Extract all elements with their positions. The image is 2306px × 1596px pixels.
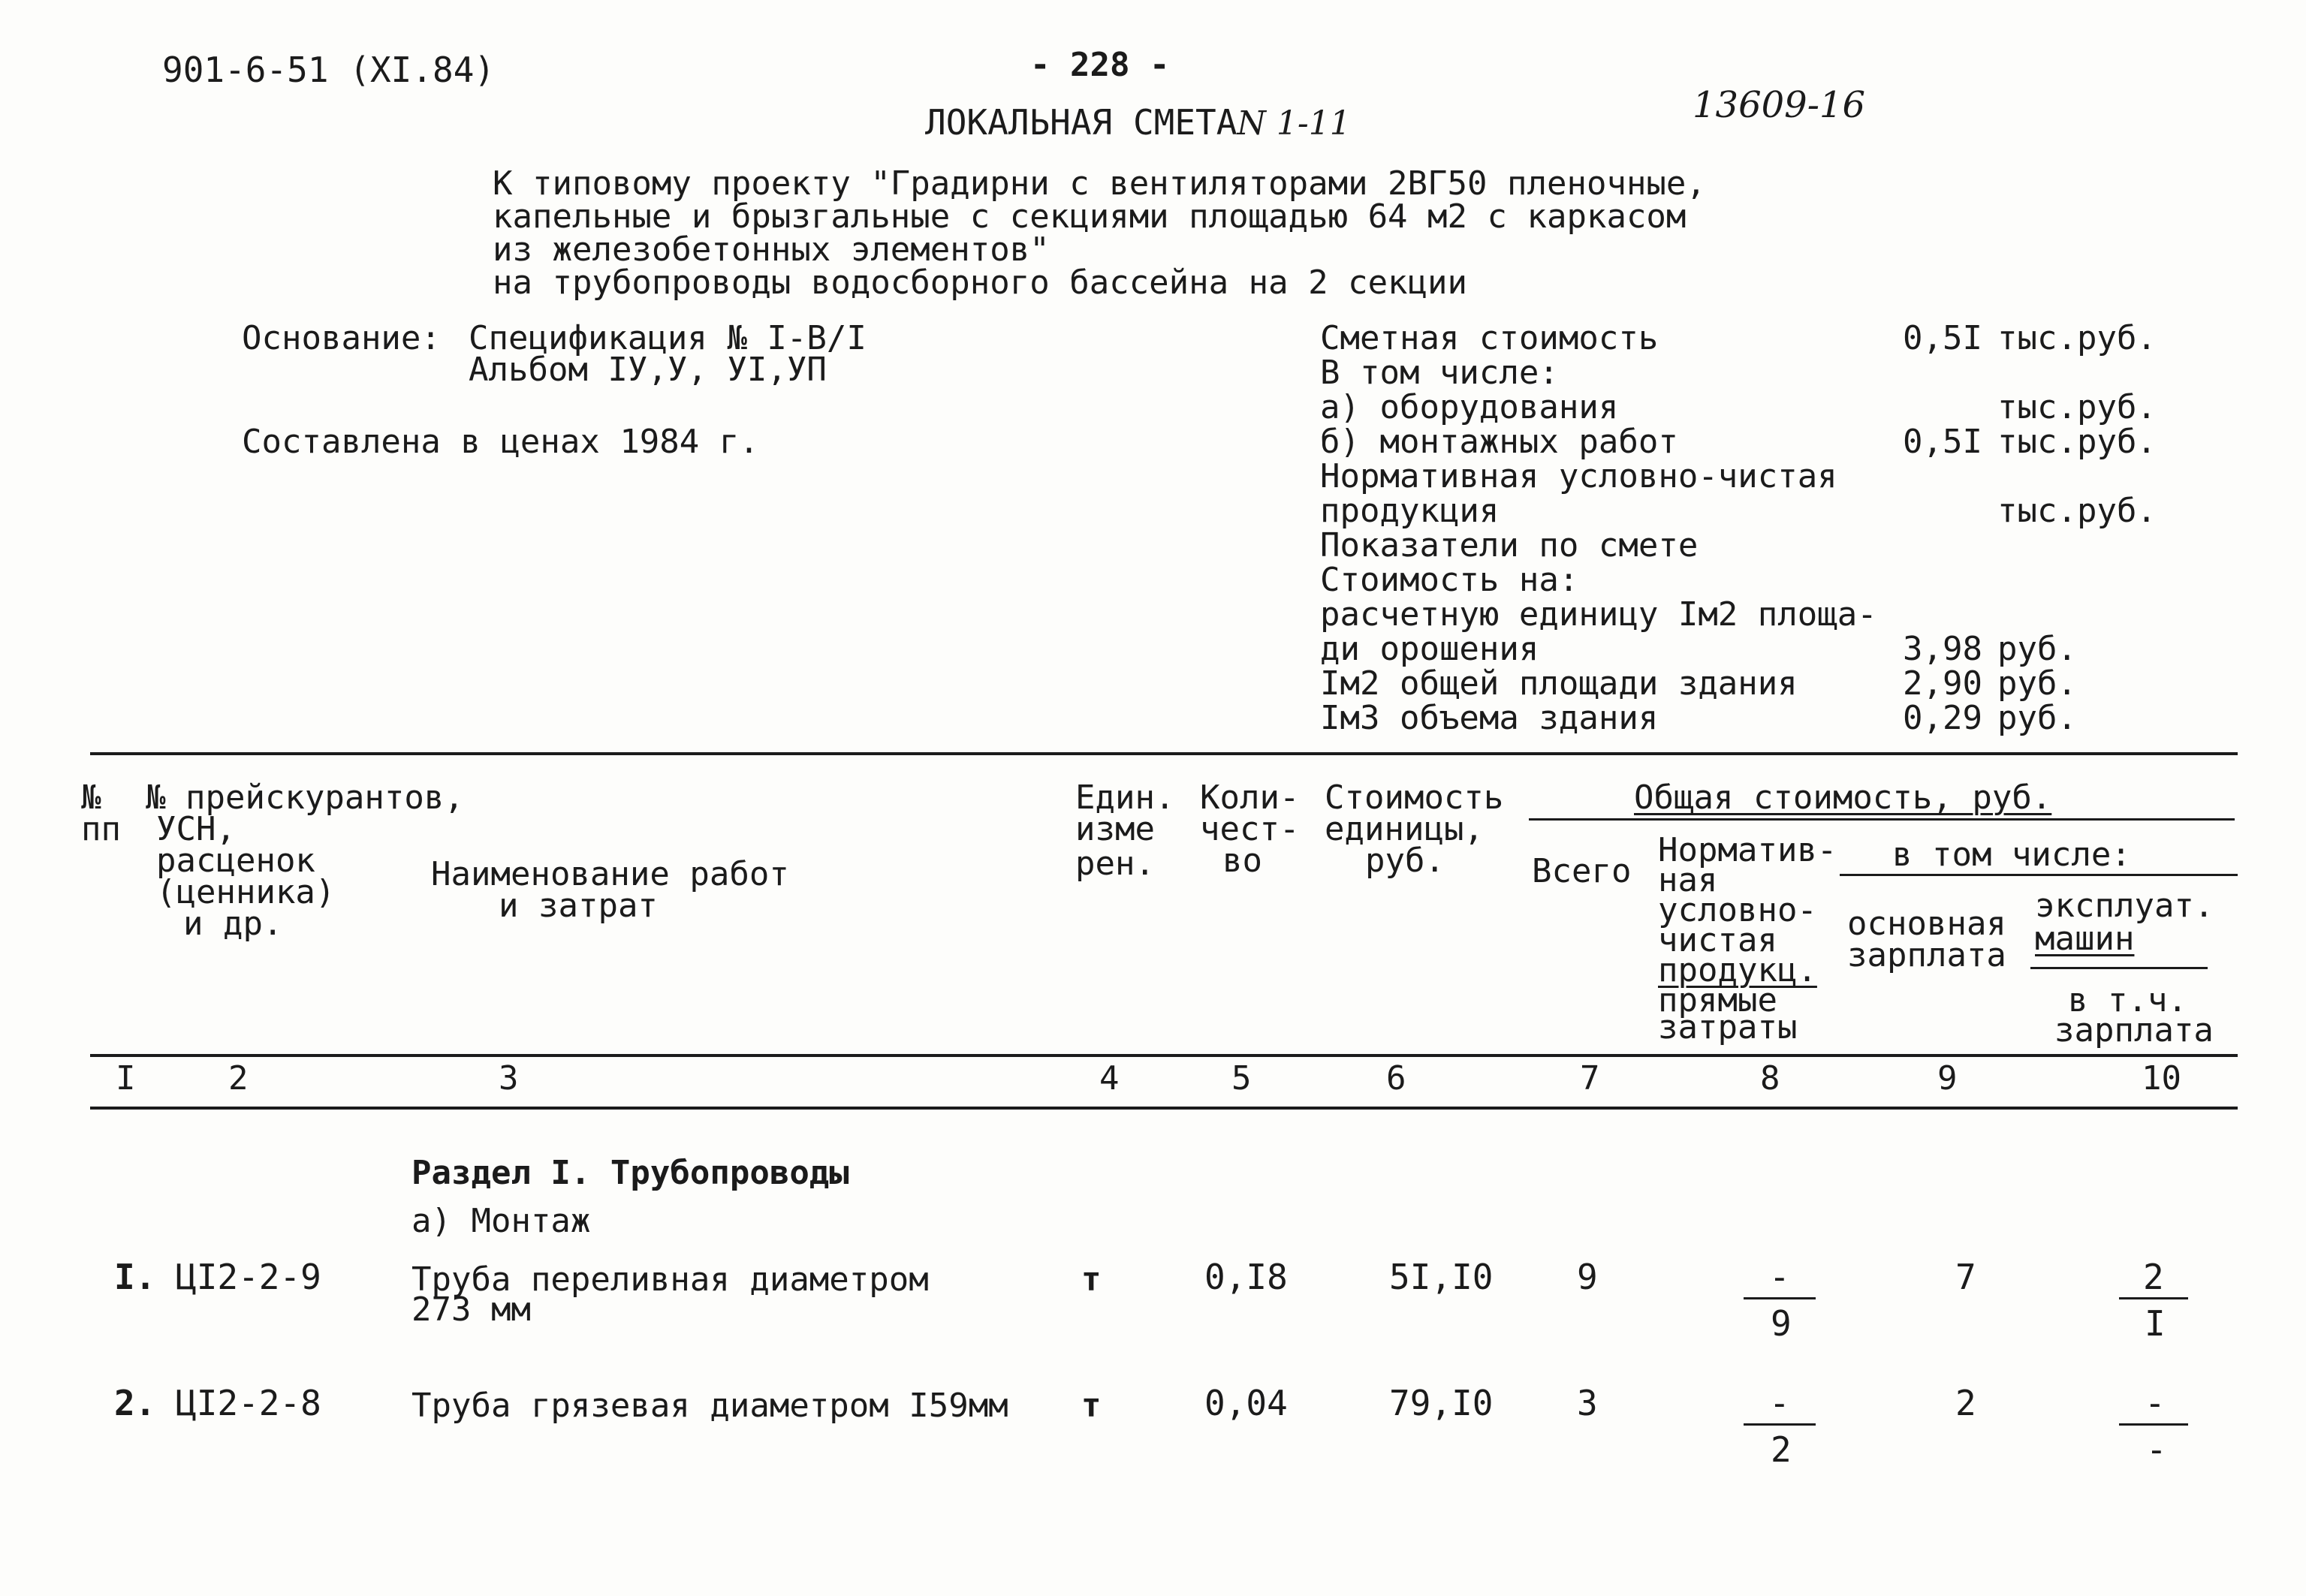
cost-unit: тыс.руб.: [1997, 492, 2157, 530]
header-col-8-line: ная: [1658, 861, 1718, 899]
cost-value: 3,98: [1903, 630, 1982, 668]
cost-label: В том числе:: [1320, 354, 1559, 392]
cost-unit: [1997, 563, 2157, 598]
row-total: 3: [1577, 1383, 1598, 1423]
row-quantity: 0,I8: [1204, 1257, 1288, 1297]
column-number-3: 3: [499, 1059, 519, 1098]
cost-unit: тыс.руб.: [1997, 423, 2157, 461]
header-col-5-line: Коли-: [1200, 778, 1300, 817]
header-col-10-line: машин: [2035, 920, 2135, 958]
column-number-7: 7: [1580, 1059, 1600, 1098]
row-name: [411, 1260, 929, 1329]
cost-label: ди орошения: [1320, 630, 1539, 668]
row-salary: 2: [1955, 1383, 1976, 1423]
header-col-10: [2035, 887, 2214, 958]
cost-label: б) монтажных работ: [1320, 423, 1678, 461]
project-line: К типовому проекту "Градирни с вентиляторами 2ВГ50 пленочные,: [493, 164, 1706, 203]
cost-label: Iм3 объема здания: [1320, 699, 1659, 737]
cost-value: [1870, 459, 1982, 494]
row-machines-bottom: I: [2145, 1303, 2166, 1344]
subsection-title: а) Монтаж: [411, 1202, 591, 1240]
row-unit-price: 79,I0: [1389, 1383, 1494, 1423]
column-number-5: 5: [1231, 1059, 1252, 1098]
header-col-6-line: руб.: [1365, 842, 1445, 880]
cost-units-col: [1997, 321, 2157, 736]
cost-label: расчетную единицу Iм2 площа-: [1320, 595, 1877, 634]
header-col-6-line: Стоимость: [1325, 778, 1504, 817]
header-col-2-line: № прейскурантов,: [146, 778, 464, 817]
cost-label: Iм2 общей площади здания: [1320, 664, 1798, 703]
header-col-8-sub: прямые: [1658, 981, 1777, 1019]
header-col-9-line: основная: [1847, 905, 2006, 943]
cost-value: [1870, 563, 1982, 598]
cost-unit: [1997, 459, 2157, 494]
header-col-6: [1325, 778, 1504, 880]
row-name: [411, 1387, 1008, 1425]
header-col-8-line: Норматив-: [1658, 831, 1837, 869]
column-number-10: 10: [2142, 1059, 2181, 1098]
project-line: из железобетонных элементов": [493, 230, 1050, 269]
header-group-total-cost: Общая стоимость, руб.: [1634, 778, 2052, 817]
header-col-9-line: зарплата: [1847, 936, 2006, 974]
header-col-5-line: чест-: [1200, 810, 1300, 848]
header-col-2-line: расценок: [156, 842, 315, 880]
page-number: - 228 -: [1030, 46, 1170, 84]
header-col-10-sub-line: в т.ч.: [2068, 981, 2187, 1019]
header-col-4: [1075, 778, 1180, 883]
header-col-5: [1200, 778, 1300, 880]
header-col-8-line: условно-: [1658, 891, 1817, 929]
header-col-1: [81, 778, 121, 848]
row-machines-top: -: [2145, 1383, 2166, 1423]
header-col-7: Всего: [1532, 852, 1632, 890]
row-total: 9: [1577, 1257, 1598, 1297]
header-bottom-rule: [90, 1054, 2238, 1057]
row-machines-bottom: -: [2146, 1429, 2167, 1470]
header-col-6-line: единицы,: [1325, 810, 1484, 848]
header-col-2-line: (ценника): [156, 873, 336, 911]
row-ncp-top: -: [1769, 1383, 1790, 1423]
row-unit-price: 5I,I0: [1389, 1257, 1494, 1297]
section-title: Раздел I. Трубопроводы: [411, 1154, 849, 1192]
cost-value: [1870, 356, 1982, 390]
header-col-3: [431, 855, 789, 925]
cost-unit: [1997, 528, 2157, 563]
row-price-code: ЦI2-2-9: [176, 1257, 321, 1297]
header-col-10-sub-line: зарплата: [2054, 1011, 2214, 1049]
column-number-4: 4: [1099, 1059, 1120, 1098]
estimate-title: [925, 102, 1351, 143]
header-col-9: [1847, 905, 2006, 974]
header-col-1-line: №: [81, 778, 101, 817]
cost-value: 0,29: [1903, 699, 1982, 737]
basis-label: Основание:: [242, 319, 441, 357]
cost-unit: руб.: [1997, 699, 2077, 737]
cost-value: [1870, 528, 1982, 563]
estimate-number: N 1-11: [1237, 104, 1351, 143]
row-machines-top: 2: [2143, 1257, 2164, 1297]
row-unit: т: [1081, 1260, 1102, 1299]
row-unit: т: [1081, 1387, 1102, 1425]
header-col-8-line: продукц.: [1658, 951, 1817, 989]
document-code: 901-6-51 (XI.84): [162, 50, 496, 90]
header-col-10-line: эксплуат.: [2035, 887, 2214, 925]
header-col-4-line: измерен.: [1075, 810, 1155, 883]
basis-spec: Спецификация № I-В/I: [469, 319, 867, 357]
handwritten-code: 13609-16: [1693, 84, 1865, 126]
header-col-3-line: Наименование работ: [431, 855, 789, 893]
cost-label: Нормативная условно-чистая: [1320, 457, 1837, 495]
header-col-10-sub: [2054, 981, 2214, 1049]
header-col-4-line: Един.: [1075, 778, 1175, 817]
cost-unit: тыс.руб.: [1997, 319, 2157, 357]
project-line: капельные и брызгальные с секциями площадью 64 м2 с каркасом: [493, 197, 1687, 236]
header-col-8: [1658, 831, 1837, 1046]
column-number-8: 8: [1760, 1059, 1780, 1098]
basis-album: Альбом IУ,У, УI,УП: [469, 351, 827, 389]
row-salary: 7: [1955, 1257, 1976, 1297]
column-number-1: I: [116, 1059, 136, 1098]
cost-label: Сметная стоимость: [1320, 319, 1659, 357]
cost-unit: руб.: [1997, 630, 2077, 668]
row-machines-fraction-bar: [2119, 1423, 2188, 1426]
cost-unit: руб.: [1997, 664, 2077, 703]
header-col-3-line: и затрат: [499, 887, 658, 925]
header-col-10-rule: [2030, 967, 2208, 969]
row-price-code: ЦI2-2-8: [176, 1383, 321, 1423]
cost-label: а) оборудования: [1320, 388, 1619, 426]
table-top-rule: [90, 752, 2238, 755]
row-ncp-bottom: 9: [1771, 1303, 1792, 1344]
header-group-rule: [1529, 818, 2235, 821]
row-name-line: Труба переливная диаметром: [411, 1260, 929, 1299]
project-line: на трубопроводы водосборного бассейна на 2 секции: [493, 263, 1468, 302]
row-name-line: 273 мм: [411, 1290, 531, 1329]
header-col-8-line: чистая: [1658, 921, 1777, 959]
row-ncp-bottom: 2: [1771, 1429, 1792, 1470]
header-col-8-sub: затраты: [1658, 1008, 1798, 1046]
row-number: 2.: [114, 1383, 156, 1423]
row-quantity: 0,04: [1204, 1383, 1288, 1423]
cost-value: 2,90: [1903, 664, 1982, 703]
cost-value: 0,5I: [1903, 423, 1982, 461]
row-ncp-fraction-bar: [1744, 1297, 1816, 1299]
row-ncp-fraction-bar: [1744, 1423, 1816, 1426]
column-numbers-rule: [90, 1107, 2238, 1110]
column-number-6: 6: [1386, 1059, 1406, 1098]
cost-label: продукция: [1320, 492, 1500, 530]
header-col-1-line: пп: [81, 810, 121, 848]
project-description: [493, 164, 1706, 302]
cost-value: 0,5I: [1903, 319, 1982, 357]
cost-unit: [1997, 356, 2157, 390]
cost-unit: [1997, 598, 2157, 632]
header-col-5-line: во: [1222, 842, 1262, 880]
cost-label: Показатели по смете: [1320, 526, 1699, 565]
price-basis: Составлена в ценах 1984 г.: [242, 423, 759, 461]
row-ncp-top: -: [1769, 1257, 1790, 1297]
header-col-2-line: УСН,: [156, 810, 236, 848]
cost-values-col: [1870, 321, 1982, 736]
cost-unit: тыс.руб.: [1997, 388, 2157, 426]
cost-labels: [1320, 321, 1877, 736]
header-subgroup: в том числе:: [1892, 836, 2131, 874]
cost-value: [1870, 390, 1982, 425]
column-number-2: 2: [228, 1059, 249, 1098]
header-col-2: [146, 778, 464, 943]
cost-value: [1870, 598, 1982, 632]
row-name-line: Труба грязевая диаметром I59мм: [411, 1387, 1008, 1425]
cost-value: [1870, 494, 1982, 528]
column-number-9: 9: [1937, 1059, 1958, 1098]
header-subgroup-rule: [1840, 874, 2238, 876]
row-number: I.: [114, 1257, 156, 1297]
row-machines-fraction-bar: [2119, 1297, 2188, 1299]
cost-label: Стоимость на:: [1320, 561, 1579, 599]
estimate-title-text: ЛОКАЛЬНАЯ СМЕТА: [925, 102, 1237, 143]
header-col-2-line: и др.: [183, 905, 283, 943]
